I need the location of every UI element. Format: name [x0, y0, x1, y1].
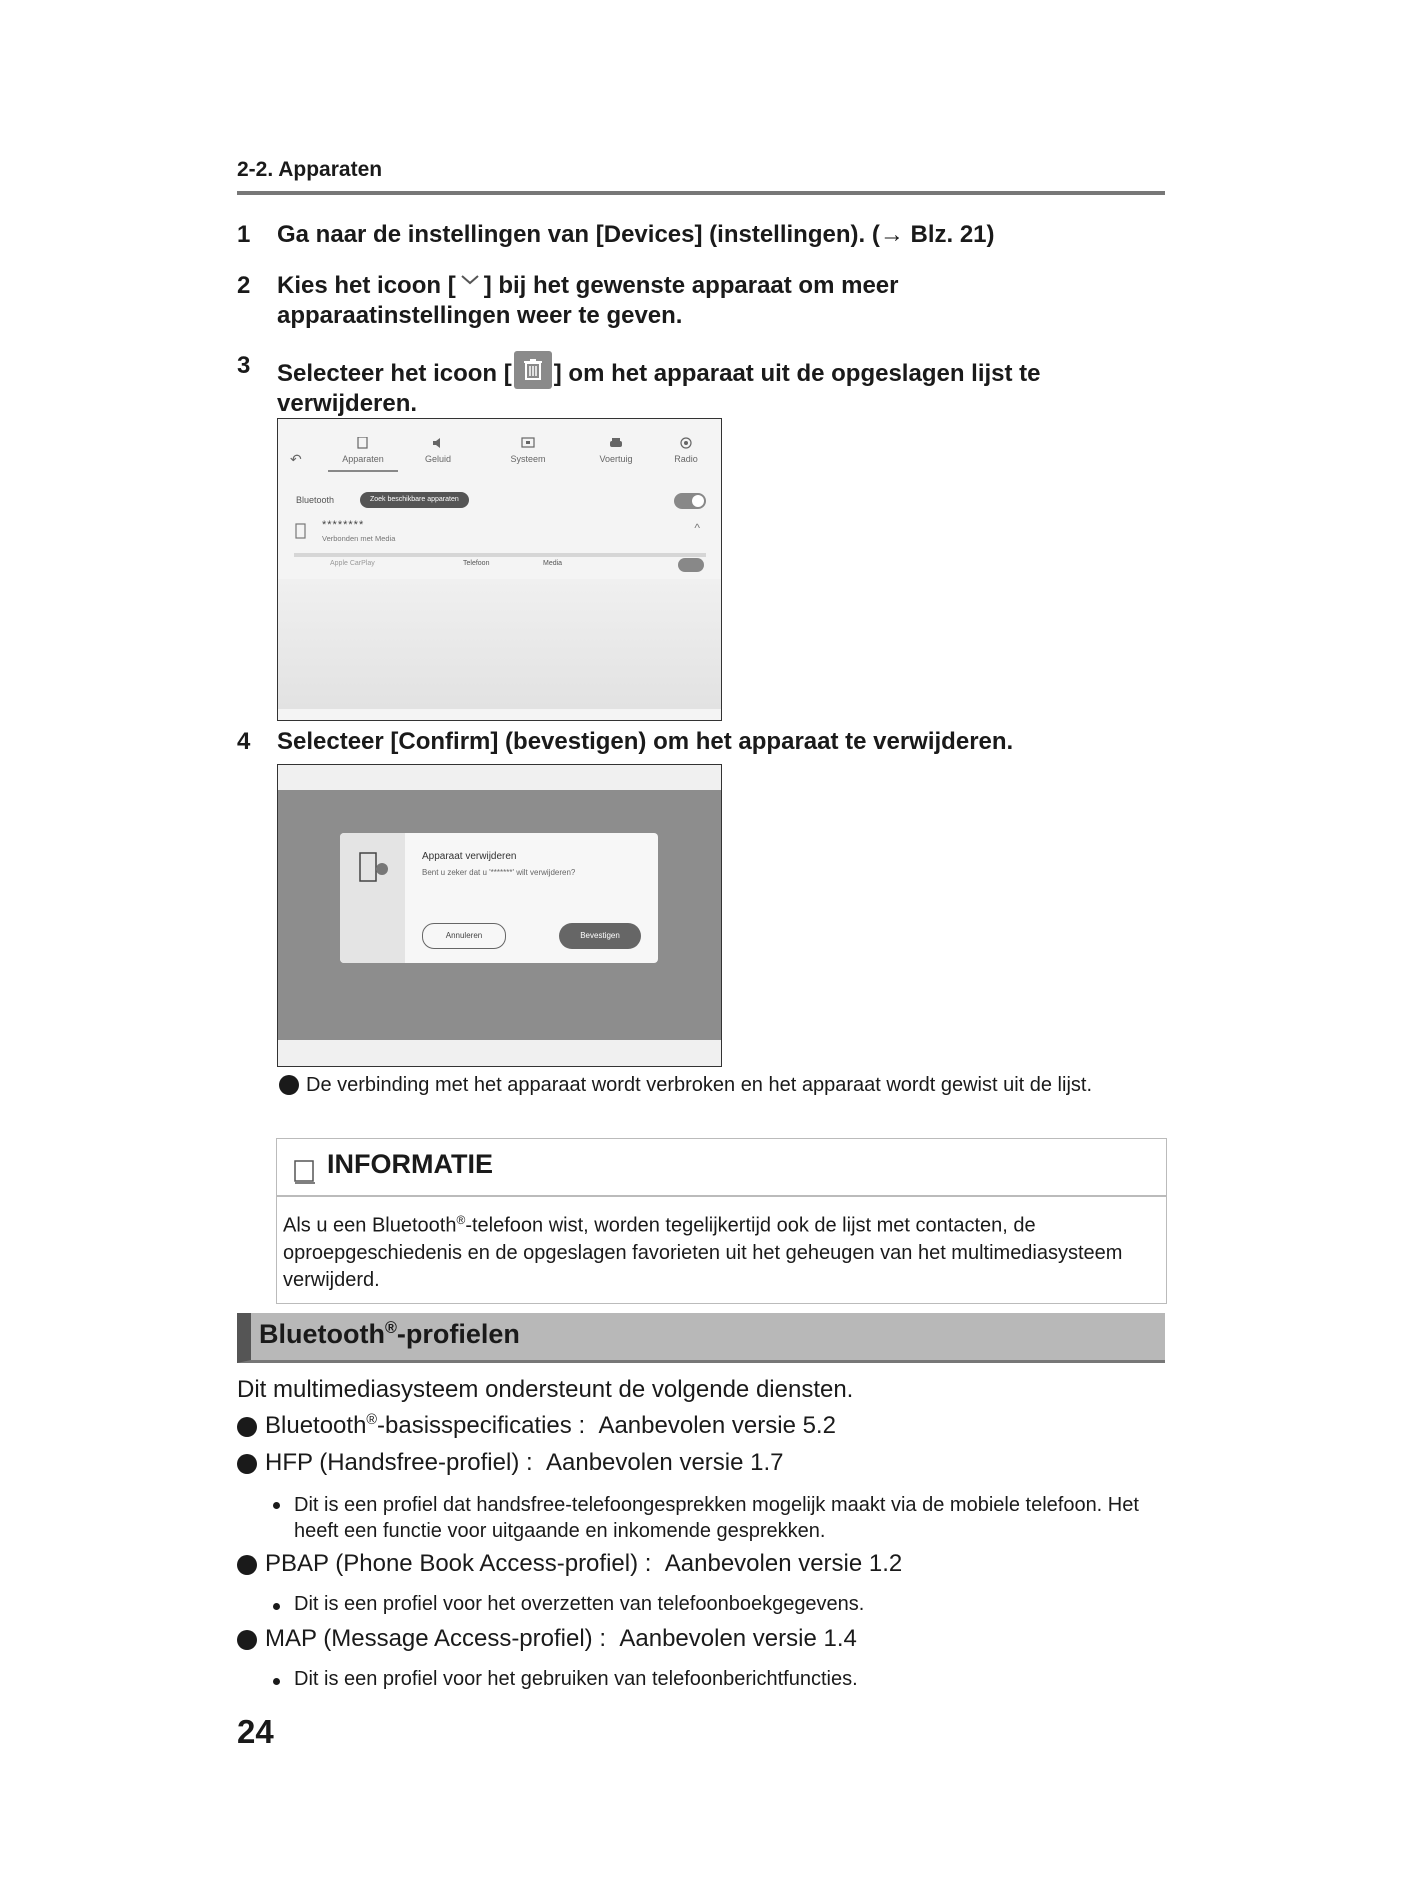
step-number: 4 — [237, 728, 251, 755]
device-status: Verbonden met Media — [322, 534, 396, 543]
profile-pbap-desc: Dit is een profiel voor het overzetten van telefoonboekgegevens. — [294, 1593, 865, 1615]
delete-dialog — [340, 833, 658, 963]
profile-pbap: PBAP (Phone Book Access-profiel) : Aanbevolen versie 1.2 — [265, 1550, 903, 1577]
device-sub-row — [318, 557, 708, 575]
bullet — [237, 1555, 257, 1575]
note-text: De verbinding met het apparaat wordt verbroken en het apparaat wordt gewist uit de lijst. — [306, 1074, 1092, 1096]
profile-basis: Bluetooth®-basisspecificaties : Aanbevolen versie 5.2 — [265, 1412, 836, 1439]
cancel-button[interactable]: Annuleren — [422, 923, 506, 949]
page-number: 24 — [237, 1713, 274, 1750]
trash-icon — [514, 351, 552, 389]
step-text-b: ] bij het gewenste apparaat om meer — [483, 272, 899, 299]
sub-bullet — [273, 1678, 280, 1685]
telefoon-item[interactable]: Telefoon — [463, 560, 490, 567]
step-text — [277, 351, 1157, 419]
back-icon[interactable]: ↶ — [290, 451, 302, 467]
header-rule — [237, 191, 1165, 195]
dialog-icon-panel — [340, 833, 405, 963]
devices-icon — [356, 437, 370, 449]
tab-radio[interactable]: Radio — [651, 437, 721, 464]
intro-text: Dit multimediasysteem ondersteunt de volgende diensten. — [237, 1376, 854, 1403]
step-text-b: ] om het apparaat uit de opgeslagen lijst te — [553, 360, 1041, 387]
media-item[interactable]: Media — [543, 560, 563, 567]
radio-icon — [679, 437, 693, 449]
settings-screenshot — [277, 418, 722, 721]
system-icon — [521, 437, 535, 449]
bluetooth-toggle[interactable] — [674, 493, 706, 509]
step-text-a: Kies het icoon [ — [277, 272, 456, 299]
device-row[interactable] — [294, 519, 706, 557]
bluetooth-phone-icon — [358, 851, 390, 887]
step-text: Selecteer [Confirm] (bevestigen) om het apparaat te verwijderen. — [277, 728, 1014, 755]
step-text-a: Selecteer het icoon [ — [277, 360, 512, 387]
profile-map-desc: Dit is een profiel voor het gebruiken van telefoonberichtfuncties. — [294, 1668, 858, 1690]
scan-devices-button[interactable]: Zoek beschikbare apparaten — [360, 492, 469, 508]
step-text: Ga naar de instellingen van [Devices] (instellingen). (→ Blz. 21) — [277, 221, 995, 248]
step-number: 1 — [237, 221, 251, 248]
info-rule — [277, 1195, 1166, 1197]
confirm-screenshot — [277, 764, 722, 1067]
tab-voertuig[interactable]: Voertuig — [581, 437, 651, 464]
sub-bullet — [273, 1502, 280, 1509]
step-text-c: apparaatinstellingen weer te geven. — [277, 302, 683, 329]
carplay-item[interactable]: Apple CarPlay — [330, 560, 375, 567]
step-number: 3 — [237, 352, 251, 379]
tab-apparaten[interactable]: Apparaten — [328, 437, 398, 472]
bullet — [237, 1454, 257, 1474]
speaker-icon — [431, 437, 445, 449]
bluetooth-row — [296, 492, 706, 512]
tab-systeem[interactable]: Systeem — [493, 437, 563, 464]
step-text-c: verwijderen. — [277, 390, 418, 417]
bullet — [279, 1075, 299, 1095]
sub-bullet — [273, 1603, 280, 1610]
device-name: ******** — [322, 519, 365, 531]
info-body: Als u een Bluetooth®-telefoon wist, worden tegelijkertijd ook de lijst met contacten, de oproepgeschiedenis en de opgeslagen favorieten uit het geheugen van het multimediasysteem verwijderd. — [283, 1213, 1123, 1291]
section-header: 2-2. Apparaten — [237, 158, 383, 181]
confirm-button[interactable]: Bevestigen — [559, 923, 641, 949]
dialog-message: Bent u zeker dat u '*******' wilt verwijderen? — [422, 868, 576, 877]
info-title: INFORMATIE — [327, 1149, 493, 1179]
profile-hfp-desc: Dit is een profiel dat handsfree-telefoongesprekken mogelijk maakt via de mobiele telefoon. Het heeft een functie voor uitgaande en inkomende gesprekken. — [294, 1494, 1139, 1542]
section-band — [237, 1313, 1165, 1363]
phone-icon — [294, 523, 308, 539]
bullet — [237, 1630, 257, 1650]
delete-button[interactable] — [678, 558, 704, 572]
section-title: Bluetooth®-profielen — [259, 1319, 520, 1349]
settings-tabs — [278, 437, 721, 487]
book-icon — [293, 1159, 317, 1185]
profile-hfp: HFP (Handsfree-profiel) : Aanbevolen versie 1.7 — [265, 1449, 784, 1476]
step-number: 2 — [237, 272, 251, 299]
bullet — [237, 1417, 257, 1437]
step-text — [277, 271, 1157, 331]
bluetooth-label: Bluetooth — [296, 495, 335, 505]
chevron-down-icon — [456, 271, 484, 291]
info-box — [276, 1138, 1167, 1304]
screen-background — [278, 579, 721, 709]
tab-geluid[interactable]: Geluid — [403, 437, 473, 464]
profile-map: MAP (Message Access-profiel) : Aanbevolen versie 1.4 — [265, 1625, 857, 1652]
car-icon — [609, 437, 623, 449]
dialog-title: Apparaat verwijderen — [422, 851, 517, 862]
chevron-up-icon[interactable]: ^ — [694, 521, 700, 535]
